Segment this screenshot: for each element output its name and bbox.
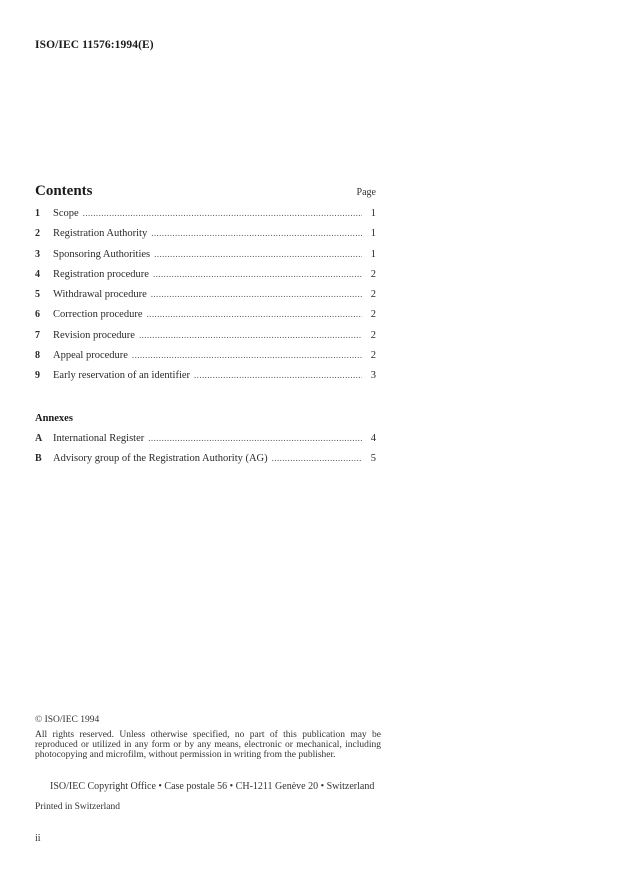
toc-entry-page: 1	[370, 248, 376, 260]
annex-entry-title: Advisory group of the Registration Authority (AG)	[53, 453, 268, 465]
toc-entry-sponsoring-authorities[interactable]	[35, 249, 376, 269]
dot-leader	[132, 350, 362, 360]
toc-list	[35, 208, 376, 391]
toc-entry-number: 3	[35, 248, 40, 260]
toc-entry-title: Scope	[53, 208, 79, 219]
toc-entry-page: 2	[370, 289, 376, 301]
toc-entry-title: Registration procedure	[53, 268, 149, 280]
document-id: ISO/IEC 11576:1994(E)	[35, 39, 154, 51]
toc-entry-page: 2	[370, 350, 376, 362]
toc-entry-page: 2	[370, 309, 376, 321]
toc-entry-title: Revision procedure	[53, 329, 135, 341]
dot-leader	[83, 208, 362, 218]
toc-entry-number: 4	[35, 268, 40, 280]
dot-leader	[147, 309, 362, 319]
dot-leader	[151, 228, 362, 238]
toc-entry-title: Correction procedure	[53, 309, 143, 321]
toc-entry-page: 2	[370, 329, 376, 341]
toc-entry-withdrawal-procedure[interactable]	[35, 289, 376, 309]
toc-entry-number: 2	[35, 228, 40, 240]
dot-leader	[153, 269, 362, 279]
toc-entry-title: Sponsoring Authorities	[53, 248, 151, 260]
annex-entry-page: 4	[370, 433, 376, 444]
dot-leader	[139, 330, 362, 340]
toc-entry-title: Early reservation of an identifier	[53, 370, 191, 382]
toc-entry-registration-authority[interactable]	[35, 228, 376, 248]
toc-entry-title: Withdrawal procedure	[53, 289, 147, 301]
toc-entry-number: 7	[35, 329, 40, 341]
toc-entry-registration-procedure[interactable]	[35, 269, 376, 289]
toc-entry-early-reservation[interactable]	[35, 370, 376, 390]
annex-list	[35, 433, 376, 474]
toc-entry-page: 1	[370, 208, 376, 219]
annexes-title: Annexes	[35, 413, 73, 424]
dot-leader	[272, 453, 362, 463]
dot-leader	[194, 370, 362, 380]
toc-entry-page: 1	[370, 228, 376, 240]
page-number: ii	[35, 833, 41, 844]
toc-entry-page: 2	[370, 268, 376, 280]
annex-entry-letter: A	[35, 433, 43, 444]
dot-leader	[154, 249, 362, 259]
toc-entry-number: 1	[35, 208, 40, 219]
toc-entry-number: 9	[35, 370, 40, 382]
rights-statement: All rights reserved. Unless otherwise specified, no part of this publication may be reproduced or utilized in any form or by any means, electronic or mechanical, including photocopying and microfilm, without permission in writing from the publisher.	[35, 730, 381, 760]
copyright-notice: © ISO/IEC 1994	[35, 715, 100, 725]
toc-entry-scope[interactable]	[35, 208, 376, 228]
toc-entry-revision-procedure[interactable]	[35, 330, 376, 350]
annex-entry-page: 5	[370, 453, 376, 465]
toc-entry-title: Appeal procedure	[53, 350, 128, 362]
copyright-office-address: ISO/IEC Copyright Office • Case postale 56 • CH-1211 Genève 20 • Switzerland	[50, 781, 375, 792]
annex-entry-title: International Register	[53, 433, 145, 444]
toc-entry-appeal-procedure[interactable]	[35, 350, 376, 370]
page-column-label: Page	[356, 187, 376, 198]
annex-entry-international-register[interactable]	[35, 433, 376, 453]
contents-title: Contents	[35, 183, 93, 199]
annex-entry-letter: B	[35, 453, 42, 465]
dot-leader	[151, 289, 362, 299]
toc-entry-number: 8	[35, 350, 40, 362]
toc-entry-number: 5	[35, 289, 40, 301]
toc-entry-title: Registration Authority	[53, 228, 148, 240]
toc-entry-page: 3	[370, 370, 376, 382]
annex-entry-advisory-group[interactable]	[35, 453, 376, 473]
dot-leader	[148, 433, 362, 443]
toc-entry-number: 6	[35, 309, 40, 321]
printed-in: Printed in Switzerland	[35, 802, 120, 812]
contents-header	[35, 183, 376, 200]
toc-entry-correction-procedure[interactable]	[35, 309, 376, 329]
